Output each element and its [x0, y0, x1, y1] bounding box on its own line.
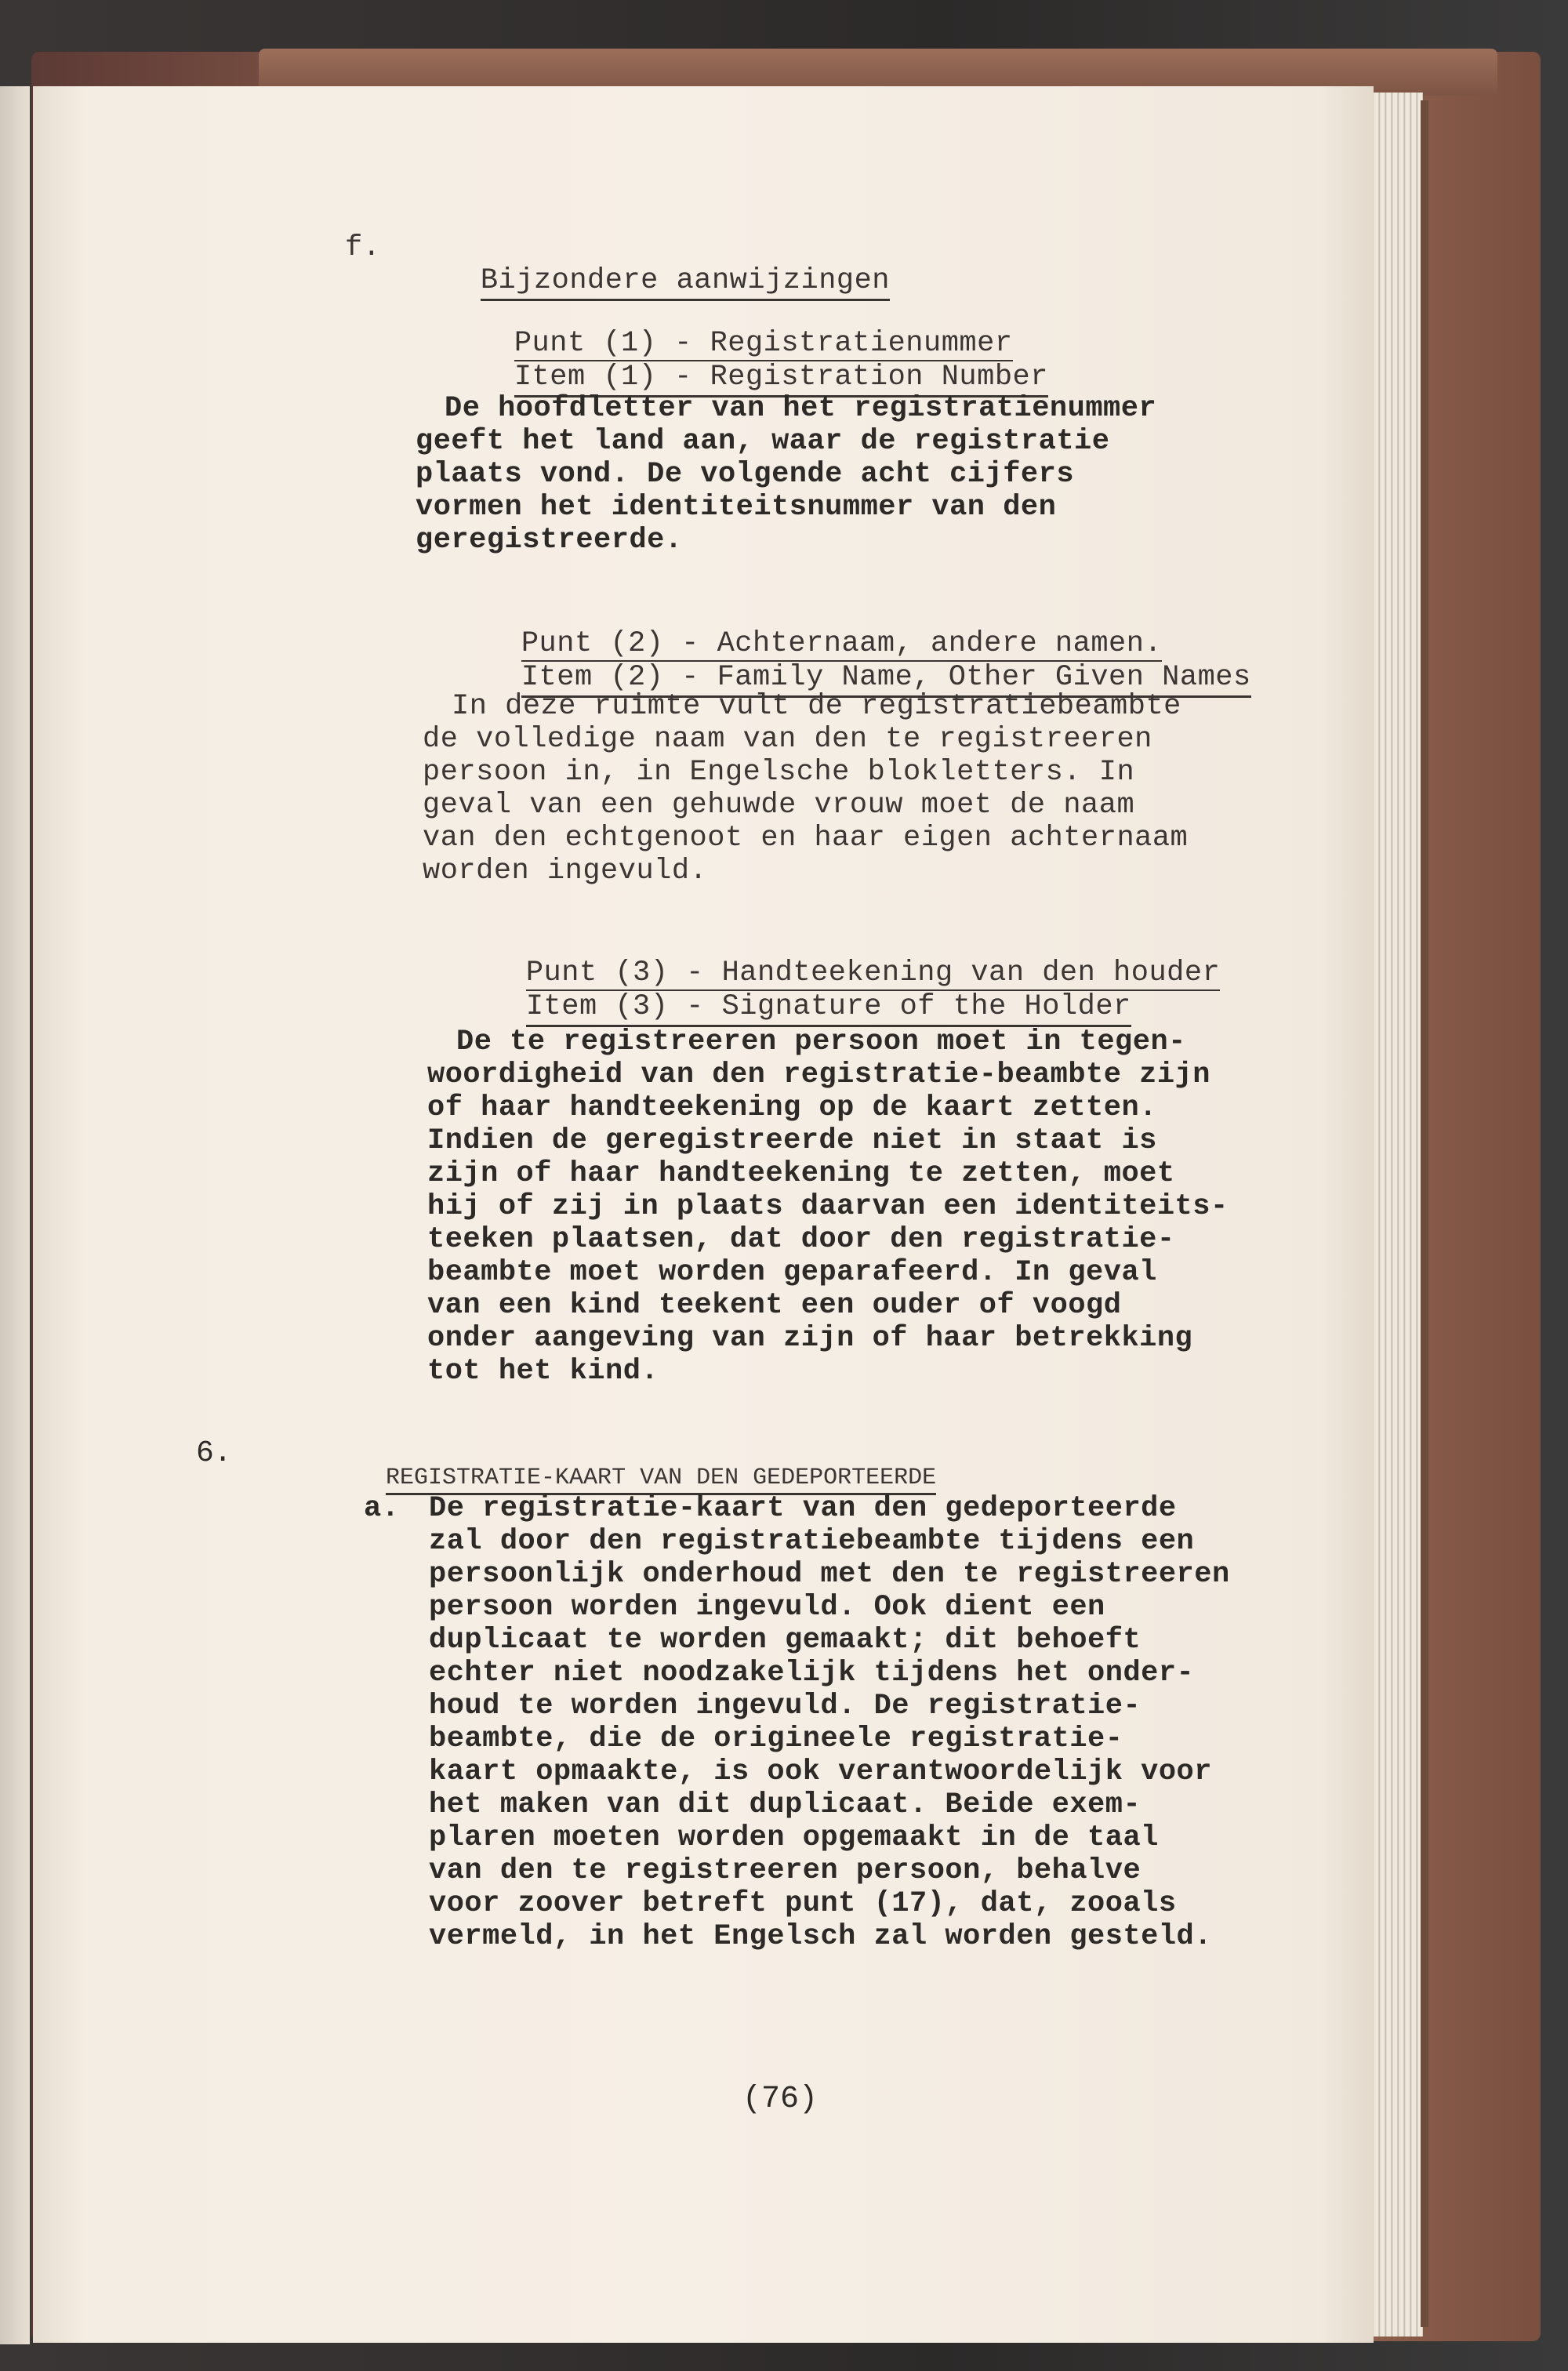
section6-a-body-line: duplicaat te worden gemaakt; dit behoeft	[429, 1624, 1142, 1657]
item1-body-line: De hoofdletter van het registratienummer	[445, 392, 1157, 425]
item2-body-line: de volledige naam van den te registreeren	[423, 723, 1152, 756]
item2-body-line: geval van een gehuwde vrouw moet de naam	[423, 789, 1135, 822]
left-page-edge	[0, 86, 30, 2344]
item2-heading-nl: Punt (2) - Achternaam, andere namen.	[521, 627, 1163, 660]
page-stack-edges	[1368, 93, 1423, 2337]
section6-a-body-line: persoon worden ingevuld. Ook dient een	[429, 1591, 1105, 1624]
item2-heading-en: Item (2) - Family Name, Other Given Names	[521, 661, 1251, 698]
section6-a-body-line: zal door den registratiebeambte tijdens een	[429, 1525, 1195, 1558]
section6-a-label: a.	[364, 1492, 400, 1525]
section-f-label: f.	[345, 231, 381, 264]
item3-body-line: beambte moet worden geparafeerd. In geval	[427, 1256, 1157, 1289]
item2-body-line: van den echtgenoot en haar eigen achternaam	[423, 822, 1189, 855]
item2-body-line: persoon in, in Engelsche blokletters. In	[423, 756, 1135, 789]
page-edge-shadow	[1421, 100, 1428, 2327]
item1-body-line: plaats vond. De volgende acht cijfers	[416, 458, 1075, 491]
item3-body-line: of haar handteekening op de kaart zetten.	[427, 1091, 1157, 1124]
page-number: (76)	[742, 2082, 818, 2117]
item2-body-line: worden ingevuld.	[423, 855, 708, 888]
item1-body-line: vormen het identiteitsnummer van den	[416, 491, 1057, 524]
item1-heading-en: Item (1) - Registration Number	[514, 361, 1048, 398]
item2-body-line: In deze ruimte vult de registratiebeambte	[452, 690, 1181, 723]
item1-body-line: geregistreerde.	[416, 524, 683, 557]
section6-number: 6.	[196, 1436, 232, 1470]
item3-body-line: teeken plaatsen, dat door den registratie-	[427, 1223, 1175, 1256]
section6-a-body-line: het maken van dit duplicaat. Beide exem-	[429, 1788, 1142, 1821]
section6-a-body-line: van den te registreeren persoon, behalve	[429, 1854, 1142, 1887]
section6-a-body-line: echter niet noodzakelijk tijdens het onder-	[429, 1657, 1195, 1690]
item1-body-line: geeft het land aan, waar de registratie	[416, 425, 1110, 458]
section6-a-body-line: houd te worden ingevuld. De registratie-	[429, 1690, 1142, 1723]
item3-body-line: zijn of haar handteekening te zetten, moet	[427, 1157, 1175, 1190]
section6-a-body-line: vermeld, in het Engelsch zal worden gesteld.	[429, 1920, 1212, 1953]
item3-body-line: onder aangeving van zijn of haar betrekking	[427, 1322, 1193, 1355]
section6-a-body-line: kaart opmaakte, is ook verantwoordelijk voor	[429, 1756, 1212, 1788]
section-f-title: Bijzondere aanwijzingen	[481, 264, 890, 301]
document-page	[33, 86, 1374, 2343]
section6-a-body-line: persoonlijk onderhoud met den te registreeren	[429, 1558, 1230, 1591]
section6-a-body-line: plaren moeten worden opgemaakt in de taal	[429, 1821, 1159, 1854]
section6-a-body-line: De registratie-kaart van den gedeporteerde	[429, 1492, 1177, 1525]
item1-heading-nl: Punt (1) - Registratienummer	[514, 327, 1013, 360]
section6-a-body-line: beambte, die de origineele registratie-	[429, 1723, 1123, 1756]
item3-heading-en: Item (3) - Signature of the Holder	[526, 990, 1131, 1027]
section6-title: REGISTRATIE-KAART VAN DEN GEDEPORTEERDE	[386, 1465, 936, 1495]
item3-body-line: tot het kind.	[427, 1355, 659, 1388]
item3-heading-nl: Punt (3) - Handteekening van den houder	[525, 957, 1221, 989]
item3-body-line: Indien de geregistreerde niet in staat is	[427, 1124, 1157, 1157]
item3-body-line: De te registreeren persoon moet in tegen-	[456, 1026, 1186, 1058]
item3-body-line: hij of zij in plaats daarvan een identiteits-	[427, 1190, 1229, 1223]
item3-body-line: van een kind teekent een ouder of voogd	[427, 1289, 1122, 1322]
section6-a-body-line: voor zoover betreft punt (17), dat, zooals	[429, 1887, 1177, 1920]
item3-body-line: woordigheid van den registratie-beambte zijn	[427, 1058, 1210, 1091]
